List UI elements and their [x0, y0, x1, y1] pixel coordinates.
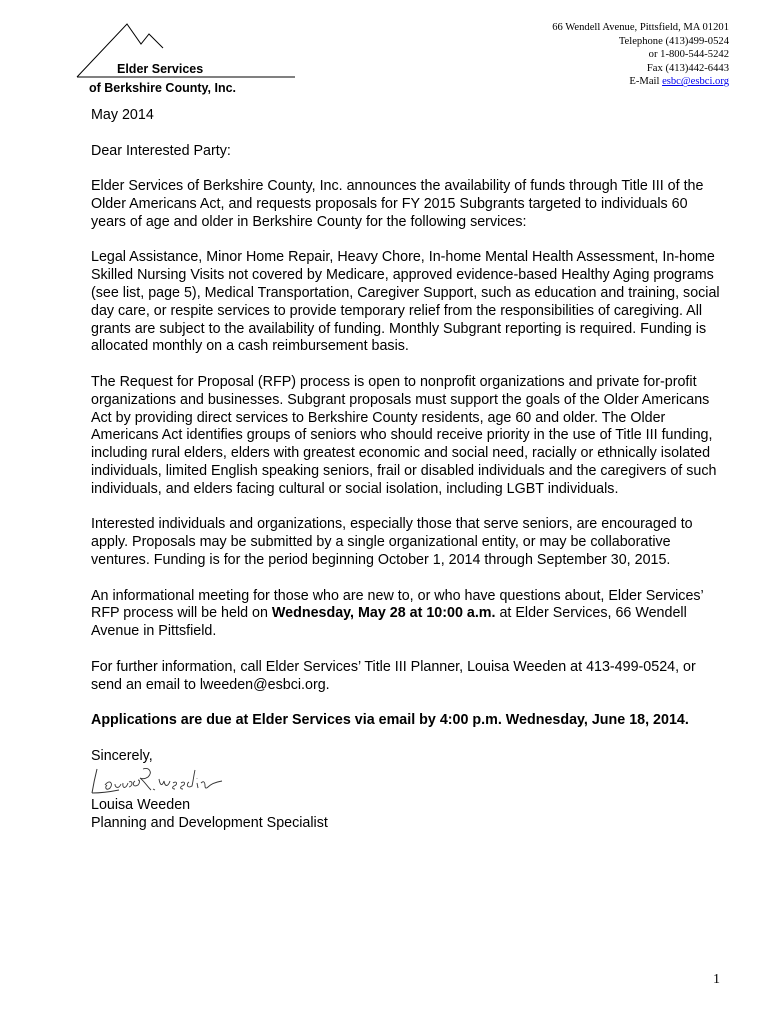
paragraph-eligibility: Interested individuals and organizations, especially those that serve seniors, are encouraged to apply. Proposals may be submitted by a single organizational entity, or may be collaborative ventures. Funding is for the period beginning October 1, 2014 through September 30, 2015. [91, 516, 693, 568]
closing: Sincerely, [91, 747, 153, 764]
paragraph-contact: For further information, call Elder Services’ Title III Planner, Louisa Weeden at 413-499-0524, or send an email to lweeden@esbci.org. [91, 658, 696, 693]
meeting-date-time: Wednesday, May 28 at 10:00 a.m. [271, 605, 496, 622]
paragraph-services: Legal Assistance, Minor Home Repair, Heavy Chore, In-home Mental Health Assessment, In-home Skilled Nursing Visits not covered by Medicare, approved evidence-based Healthy Aging programs (see list, page 5), Medical Transportation, Caregiver Support, such as education and training, social day care, or respite services to provide temporary relief from the responsibilities of caregiving. All grants are subject to the availability of funding. Monthly Subgrant reporting is required. Funding is allocated monthly on a cash reimbursement basis. [91, 249, 720, 355]
page-number: 1 [713, 972, 720, 987]
toll-free-number: or 1-800-544-5242 [648, 49, 729, 61]
letterhead-address [552, 21, 729, 89]
logo-name-line1: Elder Services [117, 62, 204, 76]
salutation: Dear Interested Party: [91, 142, 231, 159]
handwritten-signature [91, 763, 231, 797]
logo-name-line2: of Berkshire County, Inc. [89, 81, 237, 95]
paragraph-rfp-process: The Request for Proposal (RFP) process is open to nonprofit organizations and private for-profit organizations and businesses. Subgrant proposals must support the goals of the Older Americans Act by providing direct services to Berkshire County residents, age 60 and older. The Older Americans Act identifies groups of seniors who should receive priority in the use of Title III funding, including rural elders, elders with greatest economic and social need, racially or ethnically isolated individuals, limited English speaking seniors, frail or disabled individuals and the caregivers of such individuals, and elders facing cultural or social isolation, including LGBT individuals. [91, 373, 717, 497]
meeting-text-start: An informational meeting for those who are new to, or who have questions about, Elder Services’ RFP process will be held on [91, 587, 704, 622]
letter-date: May 2014 [91, 107, 154, 123]
email-link[interactable]: esbc@esbci.org [662, 76, 729, 88]
fax-number: Fax (413)442-6443 [646, 62, 729, 74]
paragraph-announcement: Elder Services of Berkshire County, Inc. announces the availability of funds through Title III of the Older Americans Act, and requests proposals for FY 2015 Subgrants targeted to individuals 60 years of age and older in Berkshire County for the following services: [91, 178, 704, 230]
email-line [552, 75, 729, 89]
paragraph-deadline [91, 712, 723, 730]
paragraph-meeting [91, 588, 723, 641]
letter-body [91, 107, 723, 833]
email-label: E-Mail [629, 76, 663, 88]
deadline-text: Applications are due at Elder Services via email by 4:00 p.m. Wednesday, June 18, 2014. [91, 712, 689, 729]
street-address: 66 Wendell Avenue, Pittsfield, MA 01201 [552, 22, 729, 33]
signer-name: Louisa Weeden [91, 797, 191, 814]
telephone: Telephone (413)499-0524 [618, 35, 729, 47]
organization-logo [75, 20, 300, 100]
meeting-text-end: at Elder Services, 66 Wendell Avenue in Pittsfield. [91, 605, 687, 640]
signer-title: Planning and Development Specialist [91, 815, 328, 832]
